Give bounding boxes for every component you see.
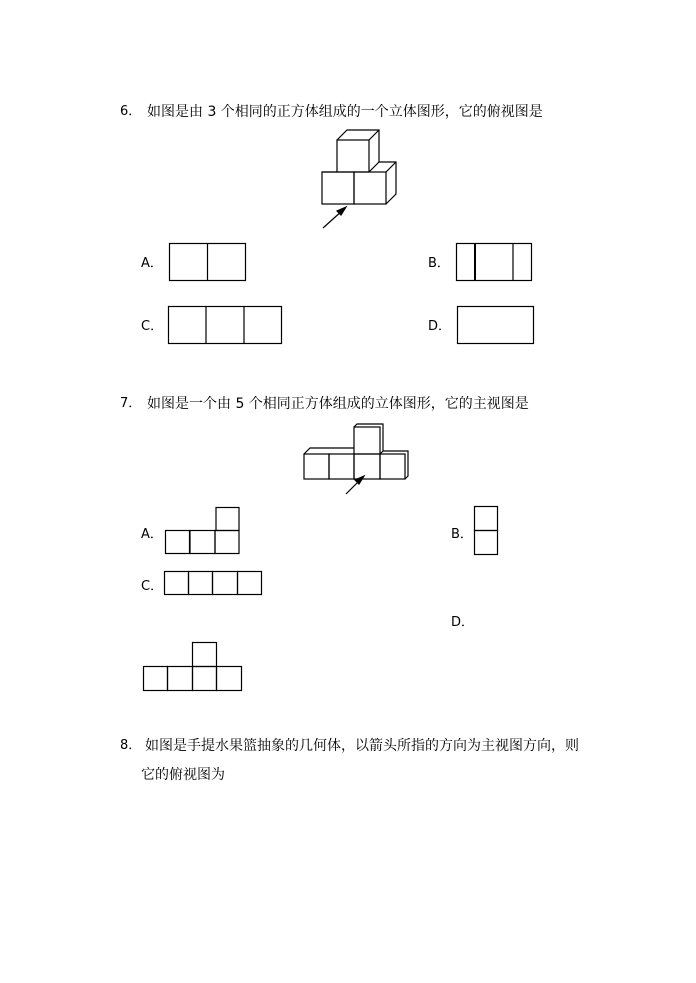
q6-option-b-label: B． — [428, 256, 450, 271]
q7-front-cube-3 — [354, 454, 380, 479]
q7-arrowhead — [355, 476, 364, 484]
q6-top-cube-front — [337, 140, 369, 172]
q6-option-c-label: C． — [141, 319, 164, 334]
q7-option-a-figure[interactable] — [165, 507, 242, 557]
q7-option-d-figure[interactable] — [143, 642, 245, 694]
q7-top-cube — [354, 427, 380, 454]
q6-option-a-figure[interactable] — [169, 243, 247, 283]
q7-front-cube-4 — [380, 454, 405, 479]
question-6-text: 如图是由 3 个相同的正方体组成的一个立体图形，它的俯视图是 — [147, 104, 543, 120]
q6-top-cube-edge — [369, 130, 379, 140]
question-8-text-line2: 它的俯视图为 — [141, 767, 225, 783]
q7-option-c-label: C． — [141, 579, 164, 594]
question-7-text: 如图是一个由 5 个相同正方体组成的立体图形，它的主视图是 — [147, 396, 529, 412]
q7-option-a-label: A． — [141, 527, 163, 542]
q7-option-b-figure[interactable] — [474, 506, 501, 556]
q6-bottom-edge — [386, 162, 396, 172]
q7-option-c-figure[interactable] — [164, 571, 265, 597]
q6-bottom-cube-left — [322, 172, 354, 204]
q6-option-c-figure[interactable] — [168, 306, 284, 346]
q7-option-b-label: B． — [451, 527, 473, 542]
q7-right-side — [383, 451, 408, 479]
q6-bottom-side — [379, 162, 396, 204]
q7-front-cube-1 — [304, 454, 329, 479]
q6-option-b-figure[interactable] — [456, 243, 534, 283]
q7-option-d-label: D． — [451, 615, 475, 630]
question-7-solid-figure — [300, 422, 415, 497]
q6-option-d-label: D． — [428, 319, 452, 334]
question-6-number: 6． — [120, 104, 142, 119]
question-7-number: 7． — [120, 396, 142, 411]
question-8-text-line1: 如图是手提水果篮抽象的几何体，以箭头所指的方向为主视图方向，则 — [145, 738, 579, 754]
question-8-number: 8． — [120, 738, 142, 753]
q7-top-cube-side — [354, 424, 383, 454]
q6-bottom-cube-right — [354, 172, 386, 204]
q7-front-cube-2 — [329, 454, 354, 479]
q6-option-d-figure[interactable] — [457, 306, 536, 346]
q6-option-a-label: A． — [141, 256, 163, 271]
q7-back-row-edge — [304, 448, 354, 454]
question-6-solid-figure — [310, 125, 410, 235]
